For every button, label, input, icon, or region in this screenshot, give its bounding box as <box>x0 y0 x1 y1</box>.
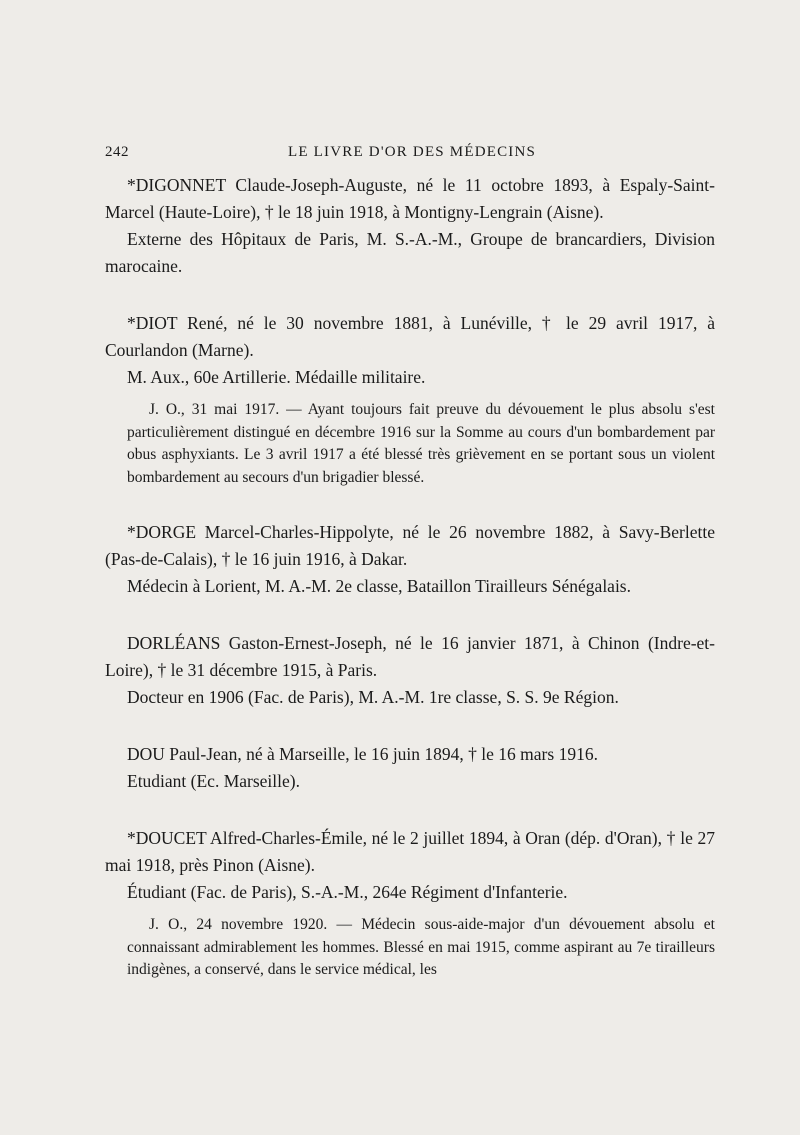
citation-text: J. O., 24 novembre 1920. — Médecin sous-aide-major d'un dévouement absolu et connaissant admirablement les hommes. Blessé en mai 1915, comme aspirant au 7e tirailleurs indigènes, a conservé, dans le service médical, les <box>127 916 715 978</box>
entry-dou <box>105 741 715 795</box>
entry-citation <box>105 399 715 489</box>
entry-dorleans <box>105 630 715 711</box>
entry-detail: Etudiant (Ec. Marseille). <box>127 771 300 791</box>
entry-heading: DORLÉANS Gaston-Ernest-Joseph, né le 16 janvier 1871, à Chinon (Indre-et-Loire), † le 31 décembre 1915, à Paris. <box>105 633 715 680</box>
page-number: 242 <box>105 144 129 160</box>
page-header <box>105 144 715 166</box>
entry-heading: DOU Paul-Jean, né à Marseille, le 16 juin 1894, † le 16 mars 1916. <box>127 744 598 764</box>
entry-detail: Médecin à Lorient, M. A.-M. 2e classe, Bataillon Tirailleurs Sénégalais. <box>127 576 631 596</box>
entry-detail: Docteur en 1906 (Fac. de Paris), M. A.-M. 1re classe, S. S. 9e Région. <box>127 687 619 707</box>
running-title: LE LIVRE D'OR DES MÉDECINS <box>288 144 537 160</box>
entry-heading: *DIGONNET Claude-Joseph-Auguste, né le 11 octobre 1893, à Espaly-Saint-Marcel (Haute-Loire), † le 18 juin 1918, à Montigny-Lengrain (Aisne). <box>105 175 715 222</box>
entry-detail: Étudiant (Fac. de Paris), S.-A.-M., 264e Régiment d'Infanterie. <box>127 882 568 902</box>
entry-detail: Externe des Hôpitaux de Paris, M. S.-A.-M., Groupe de brancardiers, Division marocaine. <box>105 229 715 276</box>
entry-heading: *DOUCET Alfred-Charles-Émile, né le 2 juillet 1894, à Oran (dép. d'Oran), † le 27 mai 1918, près Pinon (Aisne). <box>105 828 715 875</box>
entry-citation <box>105 914 715 982</box>
entry-dorge <box>105 519 715 600</box>
citation-text: J. O., 31 mai 1917. — Ayant toujours fait preuve du dévouement le plus absolu s'est particulièrement distingué en décembre 1916 sur la Somme au cours d'un bombardement par obus asphyxiants. Le 3 avril 1917 a été blessé très grièvement en se portant sous un violent bombardement au secours d'un brigadier blessé. <box>127 401 715 486</box>
entry-detail: M. Aux., 60e Artillerie. Médaille militaire. <box>127 367 426 387</box>
entries-list <box>105 172 715 1012</box>
entry-doucet <box>105 825 715 982</box>
entry-heading: *DORGE Marcel-Charles-Hippolyte, né le 26 novembre 1882, à Savy-Berlette (Pas-de-Calais), † le 16 juin 1916, à Dakar. <box>105 522 715 569</box>
entry-digonnet <box>105 172 715 280</box>
entry-diot <box>105 310 715 489</box>
entry-heading: *DIOT René, né le 30 novembre 1881, à Lunéville, † le 29 avril 1917, à Courlandon (Marne). <box>105 313 715 360</box>
